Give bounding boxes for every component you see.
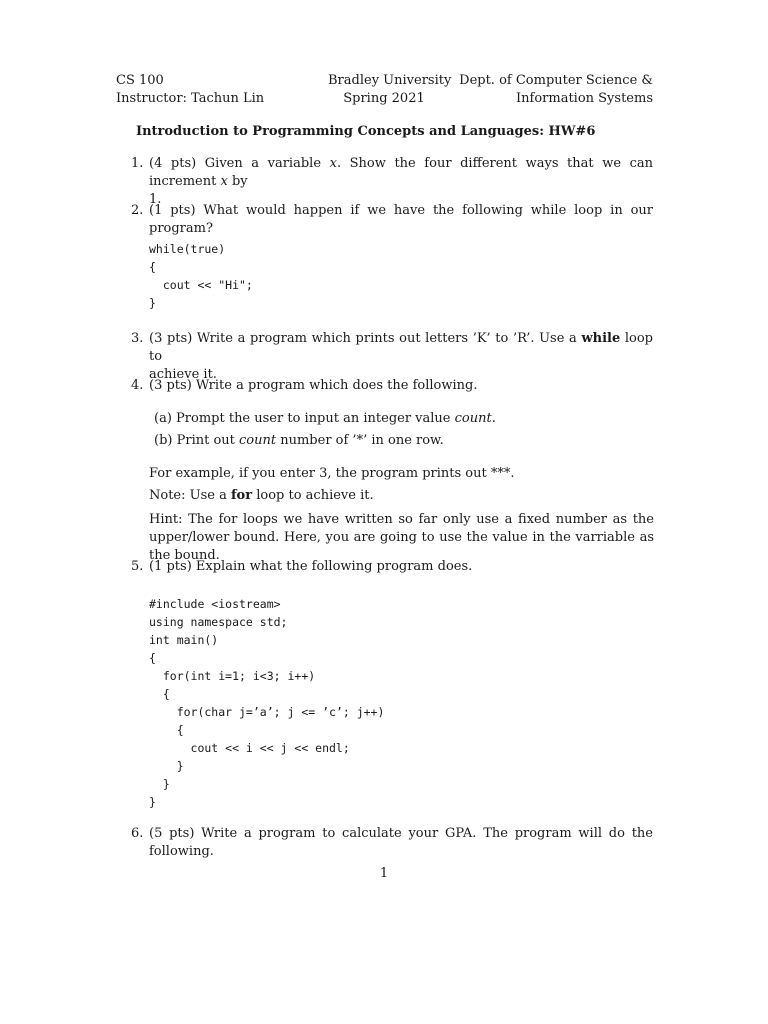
note-text: Note: Use a for loop to achieve it. (149, 488, 374, 503)
code-block-program (149, 595, 384, 811)
code-line: } (149, 795, 156, 809)
code-line: { (149, 260, 156, 274)
code-line: using namespace std; (149, 615, 288, 629)
question-6 (131, 825, 653, 861)
university-info (328, 72, 452, 108)
question-text: (3 pts) Write a program which does the following. (149, 378, 478, 393)
semester: Spring 2021 (343, 91, 425, 106)
code-line: cout << "Hi"; (149, 278, 253, 292)
department-line2: Information Systems (516, 91, 653, 106)
code-line: for(char j=’a’; j <= ’c’; j++) (149, 705, 385, 719)
code-line: int main() (149, 633, 219, 647)
page-number: 1 (379, 866, 389, 881)
code-line: { (149, 687, 170, 701)
question-2 (131, 202, 653, 238)
subitem-a: (a) Prompt the user to input an integer value count. (154, 411, 496, 426)
question-text: (3 pts) Write a program which prints out letters ’K’ to ’R’. Use a while loop to (149, 331, 653, 364)
course-code: CS 100 (116, 73, 164, 88)
question-text: (4 pts) Given a variable x. Show the four different ways that we can increment x by (149, 156, 653, 189)
question-1 (131, 155, 653, 209)
code-line: cout << i << j << endl; (149, 741, 350, 755)
university-name: Bradley University (328, 73, 452, 88)
code-line: for(int i=1; i<3; i++) (149, 669, 316, 683)
question-number: 6. (131, 826, 144, 841)
code-line: } (149, 296, 156, 310)
question-number: 2. (131, 203, 144, 218)
code-block-while (149, 240, 253, 312)
question-number: 3. (131, 331, 144, 346)
code-line: } (149, 759, 184, 773)
question-4 (131, 377, 653, 395)
question-text: (1 pts) Explain what the following program does. (149, 559, 473, 574)
question-number: 4. (131, 378, 144, 393)
course-info (116, 72, 264, 108)
question-5 (131, 558, 653, 576)
code-line: #include <iostream> (149, 597, 281, 611)
code-line: } (149, 777, 170, 791)
question-text: (1 pts) What would happen if we have the following while loop in our program? (149, 203, 653, 236)
instructor: Instructor: Tachun Lin (116, 91, 265, 106)
code-line: { (149, 651, 156, 665)
code-line: { (149, 723, 184, 737)
question-text: (5 pts) Write a program to calculate your GPA. The program will do the following. (149, 826, 653, 859)
code-line: while(true) (149, 242, 226, 256)
hint-text: Hint: The for loops we have written so far only use a fixed number as the upper/lower bound. Here, you are going to use the value in the varriable as the bound. (149, 512, 654, 563)
document-title: Introduction to Programming Concepts and Languages: HW#6 (136, 124, 596, 139)
example-text: For example, if you enter 3, the program prints out ***. (149, 466, 515, 481)
question-number: 1. (131, 156, 144, 171)
question-3 (131, 330, 653, 384)
department-info (459, 72, 653, 108)
subitem-b: (b) Print out count number of ’*’ in one row. (154, 433, 444, 448)
department-line1: Dept. of Computer Science & (459, 73, 653, 88)
question-text-continued: 1. (149, 192, 162, 207)
question-text-continued: achieve it. (149, 367, 217, 382)
question-number: 5. (131, 559, 144, 574)
